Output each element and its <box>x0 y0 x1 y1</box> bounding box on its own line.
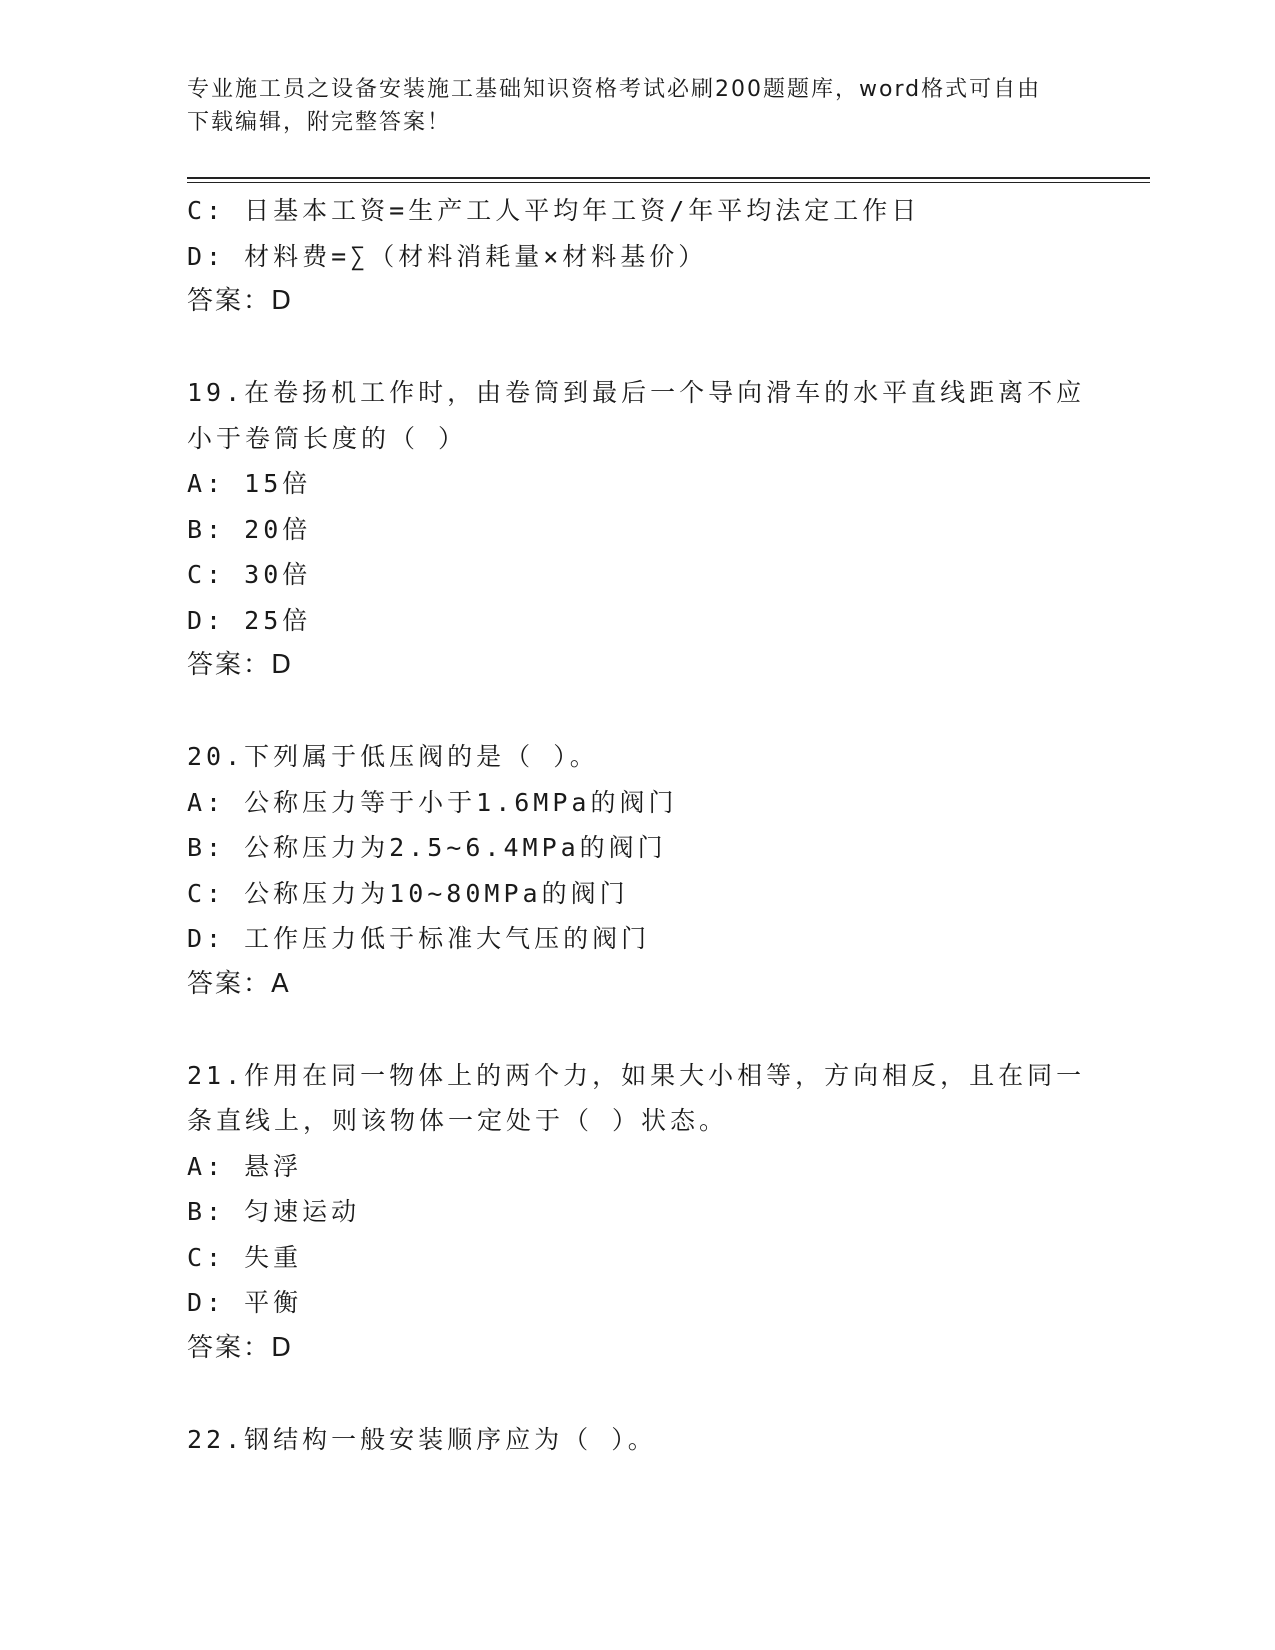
spacer <box>187 1007 1087 1053</box>
question-text-cont: 小于卷筒长度的（ ） <box>187 423 468 453</box>
spacer <box>187 325 1087 371</box>
option-a: A: 15倍 <box>187 469 312 498</box>
question-text: 19.在卷扬机工作时，由卷筒到最后一个导向滑车的水平直线距离不应 <box>187 378 1086 407</box>
option-c: C: 公称压力为10~80MPa的阀门 <box>187 878 629 908</box>
question-20 <box>187 734 1087 1007</box>
option-a: A: 悬浮 <box>187 1151 303 1181</box>
option-c: C: 失重 <box>187 1242 303 1272</box>
option-b: B: 20倍 <box>187 514 312 544</box>
answer: 答案：D <box>187 1332 294 1363</box>
answer: 答案：A <box>187 968 291 999</box>
option-d: D: 材料费=∑（材料消耗量×材料基价） <box>187 241 708 271</box>
question-content <box>187 188 1087 1462</box>
answer: 答案：D <box>187 650 294 680</box>
header-divider-thin <box>187 182 1150 183</box>
option-b: B: 公称压力为2.5~6.4MPa的阀门 <box>187 833 667 862</box>
question-22 <box>187 1417 1087 1463</box>
option-a: A: 公称压力等于小于1.6MPa的阀门 <box>187 787 678 817</box>
header-divider-thick <box>187 177 1150 179</box>
option-b: B: 匀速运动 <box>187 1197 361 1226</box>
question-19 <box>187 370 1087 689</box>
spacer <box>187 1371 1087 1417</box>
question-text-cont: 条直线上，则该物体一定处于（ ）状态。 <box>187 1106 729 1135</box>
question-text: 20.下列属于低压阀的是（ ）。 <box>187 742 599 771</box>
option-c: C: 日基本工资=生产工人平均年工资/年平均法定工作日 <box>187 196 921 225</box>
option-d: D: 25倍 <box>187 605 312 635</box>
question-21 <box>187 1053 1087 1372</box>
option-c: C: 30倍 <box>187 560 312 589</box>
header-line-2: 下载编辑，附完整答案！ <box>187 110 452 135</box>
question-text: 22.钢结构一般安装顺序应为（ ）。 <box>187 1424 657 1454</box>
spacer <box>187 689 1087 735</box>
option-d: D: 平衡 <box>187 1288 303 1317</box>
question-18-tail <box>187 188 1087 325</box>
page-header <box>187 73 1067 139</box>
header-line-1: 专业施工员之设备安装施工基础知识资格考试必刷200题题库，word格式可自由 <box>187 77 1042 102</box>
answer: 答案：D <box>187 286 294 316</box>
option-d: D: 工作压力低于标准大气压的阀门 <box>187 924 651 953</box>
question-text: 21.作用在同一物体上的两个力，如果大小相等，方向相反，且在同一 <box>187 1060 1086 1090</box>
